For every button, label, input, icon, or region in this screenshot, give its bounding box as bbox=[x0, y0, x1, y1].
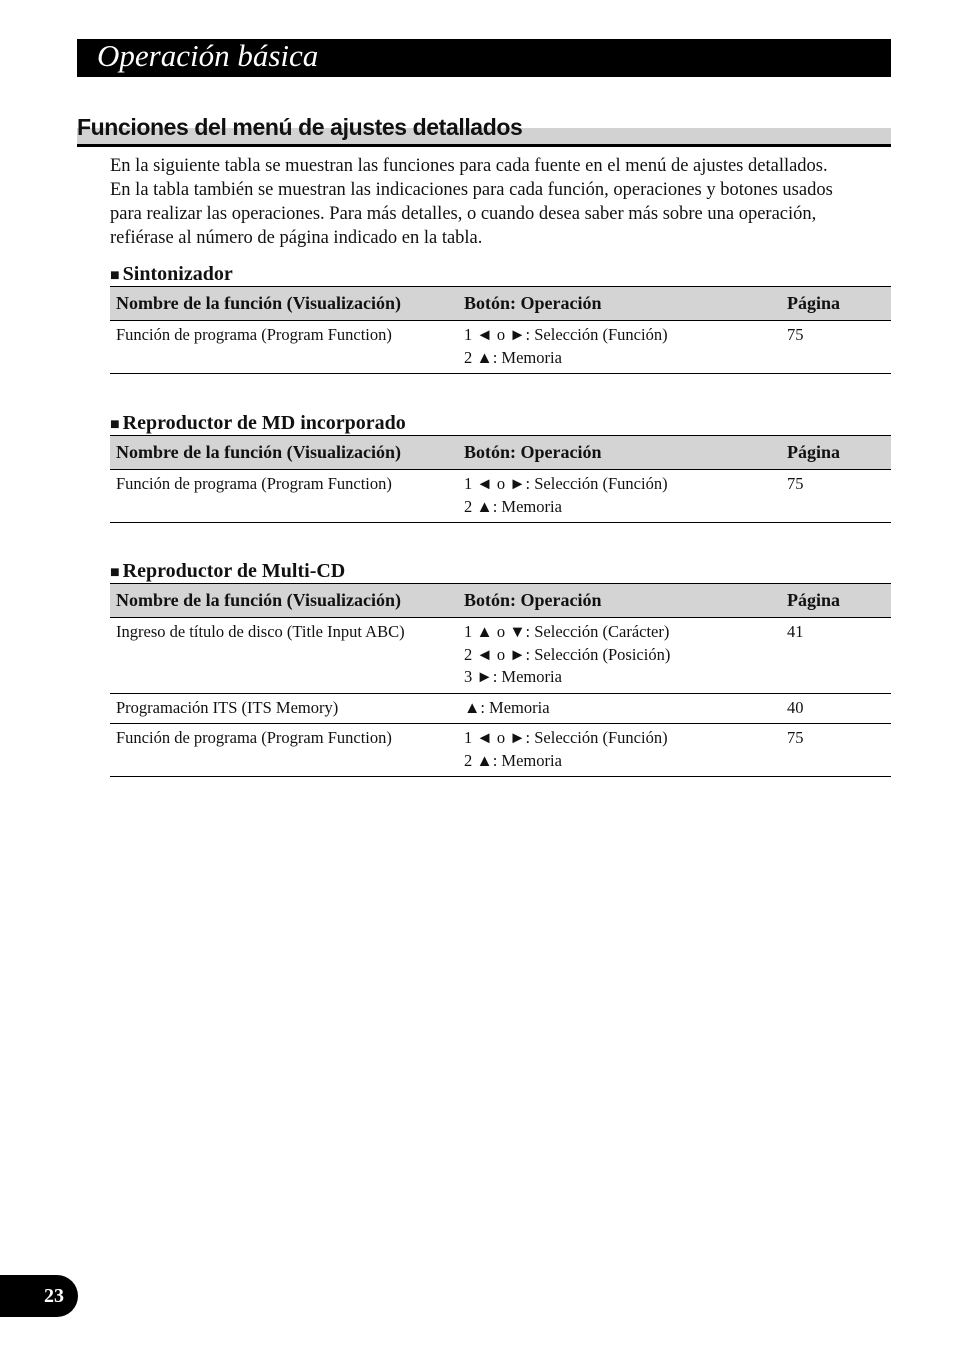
col-header-name: Nombre de la función (Visualización) bbox=[110, 287, 458, 321]
cell-page: 75 bbox=[781, 724, 891, 777]
op-line: 1 ◄ o ►: Selección (Función) bbox=[464, 474, 668, 493]
square-bullet-icon: ■ bbox=[110, 267, 120, 284]
table-header-row bbox=[110, 287, 891, 321]
page-number-badge bbox=[0, 1275, 78, 1317]
page-number: 23 bbox=[44, 1285, 64, 1307]
op-line: 1 ◄ o ►: Selección (Función) bbox=[464, 325, 668, 344]
col-header-op: Botón: Operación bbox=[458, 584, 781, 618]
table-header-row bbox=[110, 436, 891, 470]
page-title: Operación básica bbox=[97, 38, 319, 73]
functions-table bbox=[110, 583, 891, 777]
op-line: 1 ▲ o ▼: Selección (Carácter) bbox=[464, 622, 670, 641]
block-title bbox=[110, 262, 891, 286]
cell-page: 75 bbox=[781, 321, 891, 374]
col-header-name: Nombre de la función (Visualización) bbox=[110, 436, 458, 470]
op-line: 2 ▲: Memoria bbox=[464, 496, 562, 516]
table-row bbox=[110, 618, 891, 694]
square-bullet-icon: ■ bbox=[110, 564, 120, 581]
table-row bbox=[110, 470, 891, 523]
table-header-row bbox=[110, 584, 891, 618]
cell-page: 75 bbox=[781, 470, 891, 523]
op-line: 2 ▲: Memoria bbox=[464, 750, 562, 770]
block-title-text: Reproductor de MD incorporado bbox=[122, 412, 406, 434]
table-row bbox=[110, 724, 891, 777]
cell-name: Función de programa (Program Function) bbox=[110, 321, 458, 374]
intro-paragraph: En la siguiente tabla se muestran las funciones para cada fuente en el menú de ajustes detallados. En la tabla también se muestran las indicaciones para cada función, operaciones y botones usados para realizar las operaciones. Para más detalles, o cuando desea saber más sobre una operación, refiérase al número de página indicado en la tabla. bbox=[110, 156, 833, 248]
cell-name: Ingreso de título de disco (Title Input ABC) bbox=[110, 618, 458, 694]
cell-name: Función de programa (Program Function) bbox=[110, 724, 458, 777]
op-line: 2 ▲: Memoria bbox=[464, 347, 562, 367]
col-header-page: Página bbox=[781, 436, 891, 470]
block-sintonizador bbox=[110, 262, 891, 374]
section-title: Funciones del menú de ajustes detallados bbox=[77, 114, 523, 140]
block-title bbox=[110, 411, 891, 435]
block-title-text: Reproductor de Multi-CD bbox=[122, 560, 346, 582]
cell-page: 40 bbox=[781, 693, 891, 724]
square-bullet-icon: ■ bbox=[110, 416, 120, 433]
col-header-page: Página bbox=[781, 584, 891, 618]
header-bar bbox=[77, 39, 891, 77]
section-heading-rule bbox=[77, 144, 891, 147]
section-heading bbox=[77, 112, 891, 148]
cell-ops bbox=[458, 724, 781, 777]
col-header-op: Botón: Operación bbox=[458, 436, 781, 470]
cell-ops bbox=[458, 470, 781, 523]
cell-ops bbox=[458, 321, 781, 374]
table-row bbox=[110, 321, 891, 374]
block-title-text: Sintonizador bbox=[122, 263, 233, 285]
cell-page: 41 bbox=[781, 618, 891, 694]
block-md bbox=[110, 411, 891, 523]
op-line: 2 ◄ o ►: Selección (Posición) bbox=[464, 644, 671, 664]
cell-ops bbox=[458, 693, 781, 724]
col-header-op: Botón: Operación bbox=[458, 287, 781, 321]
op-line: 1 ◄ o ►: Selección (Función) bbox=[464, 728, 668, 747]
table-row bbox=[110, 693, 891, 724]
functions-table bbox=[110, 286, 891, 374]
block-multi-cd bbox=[110, 559, 891, 777]
op-line: 3 ►: Memoria bbox=[464, 667, 562, 686]
cell-name: Programación ITS (ITS Memory) bbox=[110, 693, 458, 724]
cell-name: Función de programa (Program Function) bbox=[110, 470, 458, 523]
col-header-name: Nombre de la función (Visualización) bbox=[110, 584, 458, 618]
block-title bbox=[110, 559, 891, 583]
cell-ops bbox=[458, 618, 781, 694]
col-header-page: Página bbox=[781, 287, 891, 321]
functions-table bbox=[110, 435, 891, 523]
op-line: ▲: Memoria bbox=[464, 697, 550, 717]
